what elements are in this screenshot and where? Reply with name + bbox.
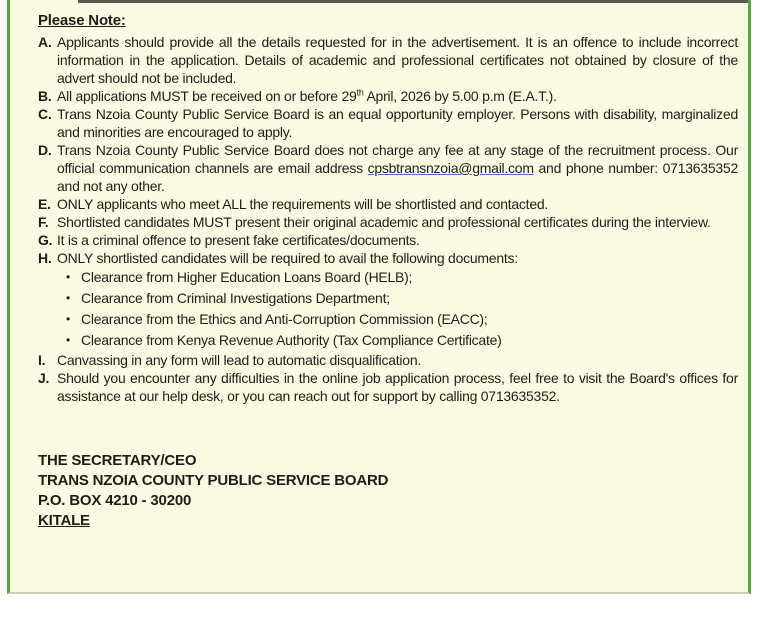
list-item	[66, 330, 738, 351]
note-item-a	[38, 33, 738, 87]
note-text: Applicants should provide all the details requested for in the advertisement. It is an offence to include incorrect information in the application. Details of academic and professional certificates not obtained by closure of the advert should not be included.	[57, 34, 738, 86]
note-item-f	[38, 213, 738, 231]
note-text-part: and phone number: 0713635352 and not any other.	[57, 160, 738, 194]
note-text-part: Trans Nzoia County Public Service Board does not charge any fee at any stage of the recruitment process. Our official communication channels are email address	[57, 142, 738, 176]
note-text	[57, 87, 738, 105]
note-label: B.	[38, 88, 52, 104]
note-label: D.	[38, 142, 52, 158]
note-text: Should you encounter any difficulties in the online job application process, feel free to visit the Board's offices for assistance at our help desk, or you can reach out for support by calling 0713635352.	[57, 370, 738, 404]
note-text	[57, 141, 738, 195]
note-text: ONLY applicants who meet ALL the requirements will be shortlisted and contacted.	[57, 196, 549, 212]
note-label: F.	[38, 214, 49, 230]
note-item-c	[38, 105, 738, 141]
list-item	[66, 267, 738, 288]
signature-line-address: P.O. BOX 4210 - 30200	[38, 492, 192, 509]
note-item-e	[38, 195, 738, 213]
note-label: I.	[38, 352, 46, 368]
signature-line-org: TRANS NZOIA COUNTY PUBLIC SERVICE BOARD	[38, 472, 389, 489]
note-label: G.	[38, 232, 53, 248]
note-label: H.	[38, 250, 52, 266]
note-item-h	[38, 249, 738, 351]
signature-line-city	[38, 511, 738, 531]
bullet-text: Clearance from the Ethics and Anti-Corruption Commission (EACC);	[81, 311, 488, 327]
note-item-b	[38, 87, 738, 105]
ordinal-superscript: th	[356, 87, 364, 98]
cropped-text-artifact	[78, 0, 748, 3]
note-text	[57, 249, 738, 351]
bullet-icon: •	[66, 333, 70, 347]
note-item-d	[38, 141, 738, 195]
note-label: C.	[38, 106, 52, 122]
signature-block	[38, 451, 738, 531]
note-text-part: All applications MUST be received on or before 29	[57, 88, 357, 104]
bullet-text: Clearance from Kenya Revenue Authority (Tax Compliance Certificate)	[81, 332, 502, 348]
list-item	[66, 309, 738, 330]
note-label: J.	[38, 370, 50, 386]
note-text: Shortlisted candidates MUST present their original academic and professional certificates during the interview.	[57, 214, 711, 230]
bullet-text: Clearance from Higher Education Loans Board (HELB);	[81, 269, 413, 285]
bullet-icon: •	[66, 291, 70, 305]
note-label: E.	[38, 196, 51, 212]
signature-city: KITALE	[38, 512, 90, 529]
note-text: It is a criminal offence to present fake certificates/documents.	[57, 232, 420, 248]
notice-panel	[7, 0, 751, 594]
note-item-j	[38, 369, 738, 405]
note-text-part: ONLY shortlisted candidates will be required to avail the following documents:	[57, 250, 518, 266]
note-text-part: April, 2026 by 5.00 p.m (E.A.T.).	[363, 88, 557, 104]
note-text: Trans Nzoia County Public Service Board is an equal opportunity employer. Persons with disability, marginalized and minorities are encouraged to apply.	[57, 106, 738, 140]
signature-line-title: THE SECRETARY/CEO	[38, 452, 197, 469]
bullet-icon: •	[66, 312, 70, 326]
note-label: A.	[38, 34, 52, 50]
list-item	[66, 288, 738, 309]
note-item-g	[38, 231, 738, 249]
bullet-text: Clearance from Criminal Investigations Department;	[81, 290, 390, 306]
bullet-icon: •	[66, 270, 70, 284]
notice-title: Please Note:	[38, 12, 126, 29]
notes-list	[38, 33, 738, 405]
note-item-i	[38, 351, 738, 369]
note-text: Canvassing in any form will lead to automatic disqualification.	[57, 352, 421, 368]
clearance-bullet-list	[57, 267, 738, 351]
email-link[interactable]: cpsbtransnzoia@gmail.com	[367, 160, 534, 176]
